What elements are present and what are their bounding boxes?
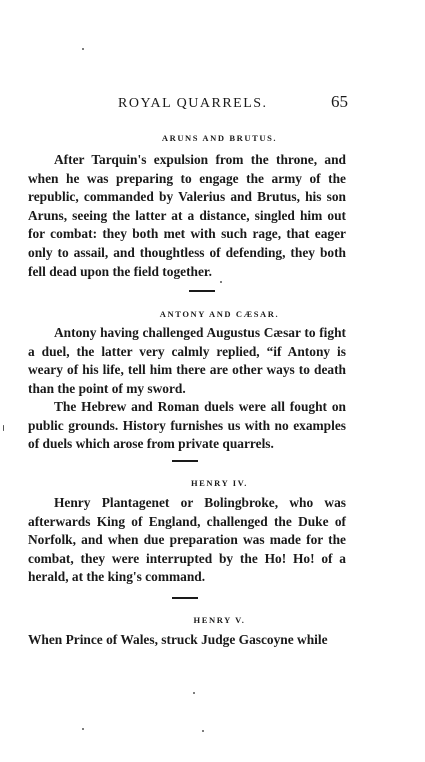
section-heading-henry-v: HENRY V. — [193, 615, 246, 625]
section-heading-aruns-brutus: ARUNS AND BRUTUS. — [161, 133, 278, 143]
section-divider — [189, 290, 215, 292]
print-speck — [202, 730, 204, 732]
print-speck — [220, 281, 222, 283]
paragraph-antony-caesar-1: Antony having challenged Augustus Cæsar to fight a duel, the latter very calmly replied, “if Antony is weary of his life, tell him there are other ways to death than the point of my sword. — [28, 325, 346, 396]
print-speck — [3, 425, 4, 431]
print-speck — [193, 692, 195, 694]
running-title: ROYAL QUARRELS. — [118, 96, 268, 111]
section-divider — [172, 597, 198, 599]
print-speck — [82, 728, 84, 730]
page-number: 65 — [331, 92, 348, 111]
paragraph-henry-v: When Prince of Wales, struck Judge Gascoyne while — [28, 632, 328, 647]
section-heading-antony-caesar: ANTONY AND CÆSAR. — [159, 309, 280, 319]
section-divider — [172, 460, 198, 462]
section-heading-henry-iv: HENRY IV. — [190, 478, 249, 488]
paragraph-aruns-brutus: After Tarquin's expulsion from the throne, and when he was preparing to engage the army of the republic, commanded by Valerius and Brutus, his son Aruns, seeing the latter at a distance, singled him out for combat: they both met with such rage, that eager only to assail, and thoughtless of defending, they both fell dead upon the field together. — [28, 152, 346, 279]
paragraph-antony-caesar-2: The Hebrew and Roman duels were all fought on public grounds. History furnishes us with no examples of duels which arose from private quarrels. — [28, 399, 346, 452]
paragraph-henry-iv: Henry Plantagenet or Bolingbroke, who was afterwards King of England, challenged the Duke of Norfolk, and when due preparation was made for the combat, they were interrupted by the Ho! Ho! of a herald, at the king's command. — [28, 495, 346, 585]
print-speck — [82, 48, 84, 50]
